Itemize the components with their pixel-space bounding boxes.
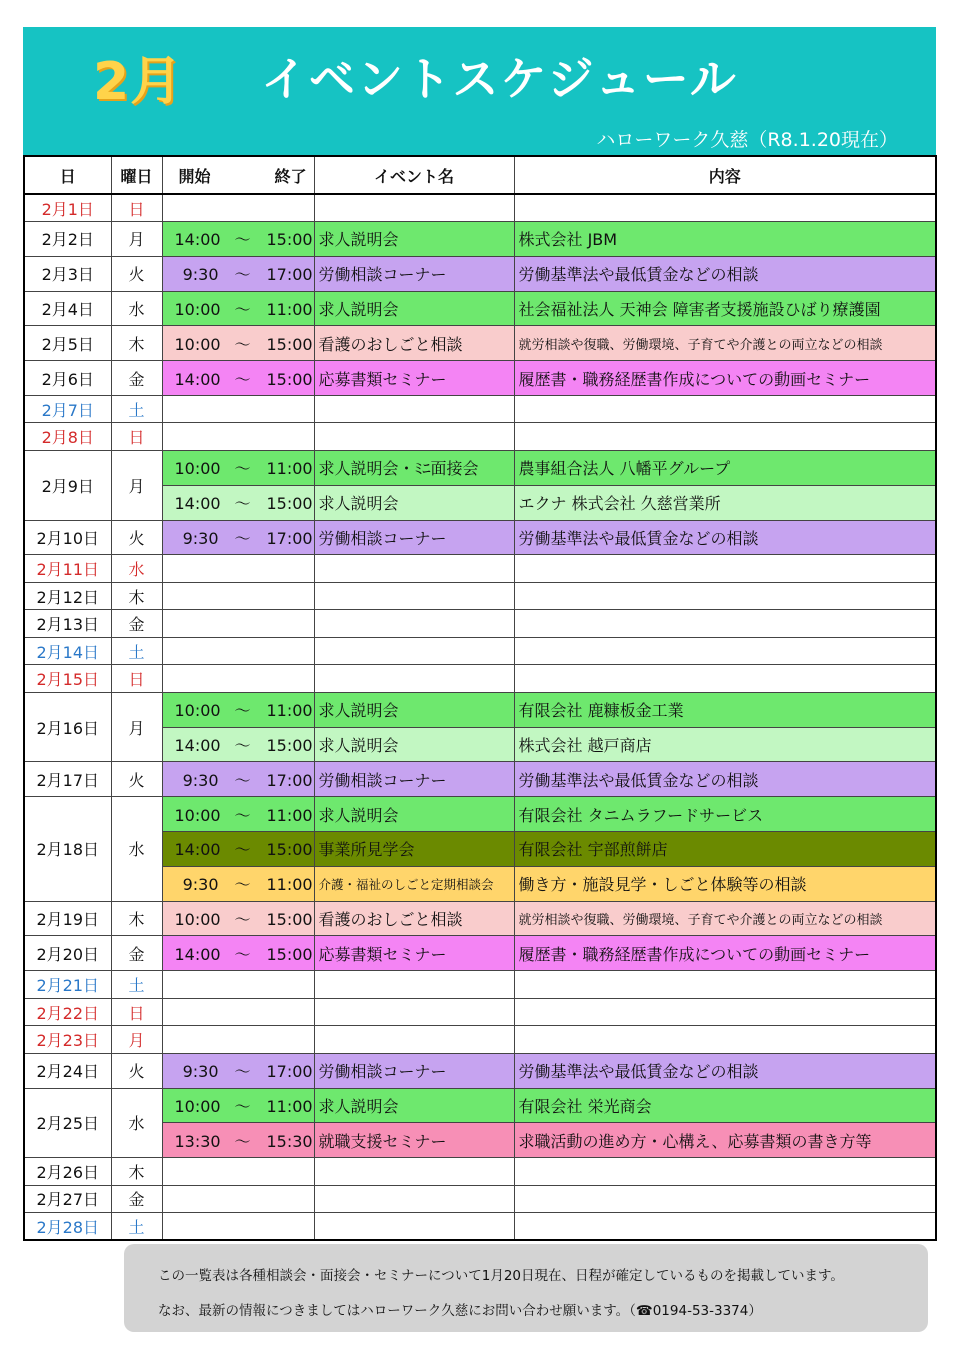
- event-content-cell: 株式会社 越戸商店: [514, 727, 936, 762]
- start-time: 9:30: [182, 265, 219, 285]
- event-name-cell: 求人説明会: [314, 485, 514, 520]
- event-content-cell: 労働基準法や最低賃金などの相談: [514, 1053, 936, 1088]
- date-cell: 2月9日: [24, 450, 111, 520]
- footer-note: [124, 1244, 928, 1332]
- start-time: 14:00: [174, 230, 221, 250]
- start-time: 14:00: [174, 944, 221, 964]
- event-name-cell: [314, 423, 514, 451]
- event-content-cell: 有限会社 鹿糠板金工業: [514, 692, 936, 727]
- end-time: 15:00: [266, 494, 313, 514]
- event-name-cell: 労働相談コーナー: [314, 256, 514, 291]
- end-time: 11:00: [266, 459, 313, 479]
- date-cell: 2月26日: [24, 1158, 111, 1186]
- time-separator: ～: [234, 265, 251, 285]
- column-header-date: 日: [24, 156, 111, 194]
- event-content-cell: 農事組合法人 八幡平グループ: [514, 450, 936, 485]
- weekday-cell: 水: [111, 797, 162, 901]
- weekday-cell: 火: [111, 520, 162, 555]
- end-time: 15:00: [266, 910, 313, 930]
- weekday-cell: 月: [111, 450, 162, 520]
- time-cell: [162, 832, 314, 867]
- time-cell: [162, 520, 314, 555]
- event-content-cell: [514, 555, 936, 583]
- weekday-cell: 土: [111, 637, 162, 665]
- time-cell: [162, 450, 314, 485]
- time-separator: ～: [234, 334, 251, 354]
- event-content-cell: [514, 637, 936, 665]
- time-cell: [162, 555, 314, 583]
- event-name-cell: 介護・福祉のしごと定期相談会: [314, 866, 514, 901]
- event-content-cell: 労働基準法や最低賃金などの相談: [514, 762, 936, 797]
- column-header-end: 終了: [274, 166, 307, 186]
- weekday-cell: 月: [111, 692, 162, 762]
- table-row: [24, 1213, 936, 1241]
- time-separator: ～: [234, 459, 251, 479]
- footer-line-1: この一覧表は各種相談会・面接会・セミナーについて1月20日現在、日程が確定しているものを掲載しています。: [158, 1268, 844, 1284]
- table-row: [24, 423, 936, 451]
- event-name-cell: 求人説明会: [314, 797, 514, 832]
- event-name-cell: [314, 1185, 514, 1213]
- event-content-cell: [514, 395, 936, 423]
- column-header-start: 開始: [178, 166, 211, 186]
- event-name-cell: [314, 582, 514, 610]
- date-cell: 2月5日: [24, 326, 111, 361]
- time-cell: [162, 901, 314, 936]
- time-cell: [162, 665, 314, 693]
- date-cell: 2月2日: [24, 222, 111, 257]
- start-time: 10:00: [174, 910, 221, 930]
- weekday-cell: 火: [111, 1053, 162, 1088]
- table-row: [24, 1158, 936, 1186]
- event-name-cell: [314, 1026, 514, 1054]
- time-cell: [162, 291, 314, 326]
- event-name-cell: 看護のおしごと相談: [314, 901, 514, 936]
- event-content-cell: 社会福祉法人 天神会 障害者支援施設ひばり療護園: [514, 291, 936, 326]
- event-name-cell: [314, 1213, 514, 1241]
- time-separator: ～: [234, 701, 251, 721]
- event-content-cell: エクナ 株式会社 久慈営業所: [514, 485, 936, 520]
- footer-line-2: なお、最新の情報につきましてはハローワーク久慈にお問い合わせ願います。（☎0194-53-3374）: [158, 1303, 762, 1319]
- end-time: 15:00: [266, 334, 313, 354]
- weekday-cell: 木: [111, 901, 162, 936]
- date-cell: 2月17日: [24, 762, 111, 797]
- start-time: 14:00: [174, 369, 221, 389]
- weekday-cell: 月: [111, 222, 162, 257]
- time-separator: ～: [234, 528, 251, 548]
- time-separator: ～: [234, 805, 251, 825]
- date-cell: 2月24日: [24, 1053, 111, 1088]
- start-time: 10:00: [174, 701, 221, 721]
- end-time: 11:00: [266, 1096, 313, 1116]
- event-content-cell: [514, 582, 936, 610]
- table-row: [24, 692, 936, 727]
- event-content-cell: 働き方・施設見学・しごと体験等の相談: [514, 866, 936, 901]
- source-note: ハローワーク久慈（R8.1.20現在）: [596, 129, 898, 151]
- time-cell: [162, 485, 314, 520]
- end-time: 17:00: [266, 265, 313, 285]
- event-content-cell: [514, 1158, 936, 1186]
- start-time: 9:30: [182, 770, 219, 790]
- date-cell: 2月16日: [24, 692, 111, 762]
- event-content-cell: 労働基準法や最低賃金などの相談: [514, 520, 936, 555]
- schedule-body: [24, 194, 936, 1240]
- weekday-cell: 金: [111, 1185, 162, 1213]
- start-time: 10:00: [174, 459, 221, 479]
- time-cell: [162, 998, 314, 1026]
- time-cell: [162, 866, 314, 901]
- time-cell: [162, 727, 314, 762]
- event-schedule-table: [23, 155, 937, 1241]
- date-cell: 2月8日: [24, 423, 111, 451]
- date-cell: 2月20日: [24, 936, 111, 971]
- event-content-cell: [514, 423, 936, 451]
- time-separator: ～: [234, 875, 251, 895]
- time-cell: [162, 1185, 314, 1213]
- event-content-cell: [514, 610, 936, 638]
- event-name-cell: 労働相談コーナー: [314, 762, 514, 797]
- weekday-cell: 日: [111, 194, 162, 222]
- date-cell: 2月25日: [24, 1088, 111, 1158]
- event-content-cell: 有限会社 タニムラフードサービス: [514, 797, 936, 832]
- time-separator: ～: [234, 944, 251, 964]
- event-name-cell: [314, 194, 514, 222]
- end-time: 15:00: [266, 840, 313, 860]
- end-time: 15:00: [266, 230, 313, 250]
- time-separator: ～: [234, 770, 251, 790]
- event-name-cell: 労働相談コーナー: [314, 520, 514, 555]
- event-content-cell: 就労相談や復職、労働環境、子育てや介護との両立などの相談: [514, 326, 936, 361]
- table-row: [24, 1026, 936, 1054]
- column-header-content: 内容: [514, 156, 936, 194]
- weekday-cell: 木: [111, 326, 162, 361]
- event-content-cell: 有限会社 宇部煎餅店: [514, 832, 936, 867]
- end-time: 15:00: [266, 369, 313, 389]
- time-cell: [162, 1053, 314, 1088]
- table-row: [24, 555, 936, 583]
- time-separator: ～: [234, 910, 251, 930]
- time-cell: [162, 1026, 314, 1054]
- table-row: [24, 610, 936, 638]
- time-cell: [162, 1158, 314, 1186]
- time-cell: [162, 692, 314, 727]
- page-header: [23, 27, 936, 155]
- event-content-cell: 履歴書・職務経歴書作成についての動画セミナー: [514, 361, 936, 396]
- table-row: [24, 582, 936, 610]
- table-row: [24, 450, 936, 485]
- table-row: [24, 665, 936, 693]
- table-row: [24, 971, 936, 999]
- table-row: [24, 762, 936, 797]
- date-cell: 2月14日: [24, 637, 111, 665]
- event-name-cell: 求人説明会: [314, 291, 514, 326]
- time-separator: ～: [234, 1131, 251, 1151]
- table-row: [24, 520, 936, 555]
- weekday-cell: 水: [111, 1088, 162, 1158]
- event-name-cell: 求人説明会: [314, 1088, 514, 1123]
- date-cell: 2月18日: [24, 797, 111, 901]
- time-cell: [162, 582, 314, 610]
- time-cell: [162, 1123, 314, 1158]
- weekday-cell: 月: [111, 1026, 162, 1054]
- event-content-cell: [514, 1213, 936, 1241]
- start-time: 9:30: [182, 528, 219, 548]
- weekday-cell: 日: [111, 998, 162, 1026]
- time-cell: [162, 936, 314, 971]
- time-cell: [162, 326, 314, 361]
- table-row: [24, 1053, 936, 1088]
- weekday-cell: 金: [111, 610, 162, 638]
- event-name-cell: 事業所見学会: [314, 832, 514, 867]
- weekday-cell: 木: [111, 582, 162, 610]
- event-name-cell: 就職支援セミナー: [314, 1123, 514, 1158]
- date-cell: 2月21日: [24, 971, 111, 999]
- time-separator: ～: [234, 230, 251, 250]
- start-time: 10:00: [174, 1096, 221, 1116]
- event-name-cell: [314, 637, 514, 665]
- time-cell: [162, 971, 314, 999]
- event-name-cell: [314, 971, 514, 999]
- table-row: [24, 637, 936, 665]
- date-cell: 2月13日: [24, 610, 111, 638]
- date-cell: 2月1日: [24, 194, 111, 222]
- date-cell: 2月11日: [24, 555, 111, 583]
- date-cell: 2月10日: [24, 520, 111, 555]
- event-name-cell: 労働相談コーナー: [314, 1053, 514, 1088]
- date-cell: 2月27日: [24, 1185, 111, 1213]
- time-cell: [162, 762, 314, 797]
- time-cell: [162, 222, 314, 257]
- month-heading: 2月: [93, 52, 184, 112]
- time-cell: [162, 423, 314, 451]
- end-time: 15:30: [266, 1131, 313, 1151]
- date-cell: 2月12日: [24, 582, 111, 610]
- weekday-cell: 水: [111, 291, 162, 326]
- weekday-cell: 火: [111, 762, 162, 797]
- date-cell: 2月7日: [24, 395, 111, 423]
- weekday-cell: 木: [111, 1158, 162, 1186]
- weekday-cell: 金: [111, 361, 162, 396]
- date-cell: 2月22日: [24, 998, 111, 1026]
- table-row: [24, 797, 936, 832]
- start-time: 14:00: [174, 494, 221, 514]
- time-separator: ～: [234, 840, 251, 860]
- event-name-cell: 求人説明会・ﾐﾆ面接会: [314, 450, 514, 485]
- weekday-cell: 日: [111, 423, 162, 451]
- start-time: 9:30: [182, 1062, 219, 1082]
- time-cell: [162, 637, 314, 665]
- table-row: [24, 1088, 936, 1123]
- start-time: 14:00: [174, 736, 221, 756]
- event-content-cell: 労働基準法や最低賃金などの相談: [514, 256, 936, 291]
- event-content-cell: [514, 665, 936, 693]
- weekday-cell: 土: [111, 971, 162, 999]
- start-time: 10:00: [174, 334, 221, 354]
- event-content-cell: 就労相談や復職、労働環境、子育てや介護との両立などの相談: [514, 901, 936, 936]
- time-cell: [162, 361, 314, 396]
- event-name-cell: 応募書類セミナー: [314, 936, 514, 971]
- table-row: [24, 291, 936, 326]
- end-time: 17:00: [266, 528, 313, 548]
- table-row: [24, 194, 936, 222]
- time-separator: ～: [234, 369, 251, 389]
- end-time: 11:00: [266, 701, 313, 721]
- event-name-cell: [314, 610, 514, 638]
- date-cell: 2月3日: [24, 256, 111, 291]
- event-name-cell: [314, 395, 514, 423]
- start-time: 10:00: [174, 805, 221, 825]
- event-name-cell: [314, 998, 514, 1026]
- time-cell: [162, 395, 314, 423]
- event-content-cell: [514, 971, 936, 999]
- event-name-cell: 看護のおしごと相談: [314, 326, 514, 361]
- table-row: [24, 395, 936, 423]
- weekday-cell: 火: [111, 256, 162, 291]
- weekday-cell: 日: [111, 665, 162, 693]
- time-separator: ～: [234, 494, 251, 514]
- time-cell: [162, 194, 314, 222]
- start-time: 10:00: [174, 299, 221, 319]
- end-time: 11:00: [266, 805, 313, 825]
- time-cell: [162, 256, 314, 291]
- column-header-event: イベント名: [314, 156, 514, 194]
- event-name-cell: [314, 555, 514, 583]
- end-time: 11:00: [266, 299, 313, 319]
- time-cell: [162, 797, 314, 832]
- end-time: 11:00: [266, 875, 313, 895]
- page-title: イベントスケジュール: [261, 52, 738, 106]
- time-separator: ～: [234, 736, 251, 756]
- event-name-cell: [314, 1158, 514, 1186]
- event-content-cell: [514, 998, 936, 1026]
- date-cell: 2月28日: [24, 1213, 111, 1241]
- event-content-cell: 求職活動の進め方・心構え、応募書類の書き方等: [514, 1123, 936, 1158]
- date-cell: 2月4日: [24, 291, 111, 326]
- weekday-cell: 土: [111, 395, 162, 423]
- event-content-cell: 株式会社 JBM: [514, 222, 936, 257]
- table-row: [24, 998, 936, 1026]
- start-time: 14:00: [174, 840, 221, 860]
- date-cell: 2月19日: [24, 901, 111, 936]
- event-name-cell: 求人説明会: [314, 692, 514, 727]
- event-name-cell: 求人説明会: [314, 222, 514, 257]
- table-row: [24, 256, 936, 291]
- column-header-weekday: 曜日: [111, 156, 162, 194]
- table-row: [24, 361, 936, 396]
- event-content-cell: [514, 1185, 936, 1213]
- start-time: 9:30: [182, 875, 219, 895]
- time-cell: [162, 1088, 314, 1123]
- time-cell: [162, 1213, 314, 1241]
- column-header-time: [162, 156, 314, 194]
- weekday-cell: 土: [111, 1213, 162, 1241]
- time-separator: ～: [234, 1062, 251, 1082]
- time-cell: [162, 610, 314, 638]
- event-content-cell: 有限会社 栄光商会: [514, 1088, 936, 1123]
- date-cell: 2月6日: [24, 361, 111, 396]
- weekday-cell: 水: [111, 555, 162, 583]
- date-cell: 2月15日: [24, 665, 111, 693]
- table-row: [24, 326, 936, 361]
- event-name-cell: 求人説明会: [314, 727, 514, 762]
- end-time: 15:00: [266, 736, 313, 756]
- table-header-row: [24, 156, 936, 194]
- end-time: 17:00: [266, 770, 313, 790]
- table-row: [24, 222, 936, 257]
- end-time: 17:00: [266, 1062, 313, 1082]
- table-row: [24, 901, 936, 936]
- end-time: 15:00: [266, 944, 313, 964]
- start-time: 13:30: [174, 1131, 221, 1151]
- event-content-cell: [514, 194, 936, 222]
- event-content-cell: [514, 1026, 936, 1054]
- weekday-cell: 金: [111, 936, 162, 971]
- time-separator: ～: [234, 299, 251, 319]
- time-separator: ～: [234, 1096, 251, 1116]
- event-name-cell: [314, 665, 514, 693]
- table-row: [24, 936, 936, 971]
- event-name-cell: 応募書類セミナー: [314, 361, 514, 396]
- event-content-cell: 履歴書・職務経歴書作成についての動画セミナー: [514, 936, 936, 971]
- date-cell: 2月23日: [24, 1026, 111, 1054]
- table-row: [24, 1185, 936, 1213]
